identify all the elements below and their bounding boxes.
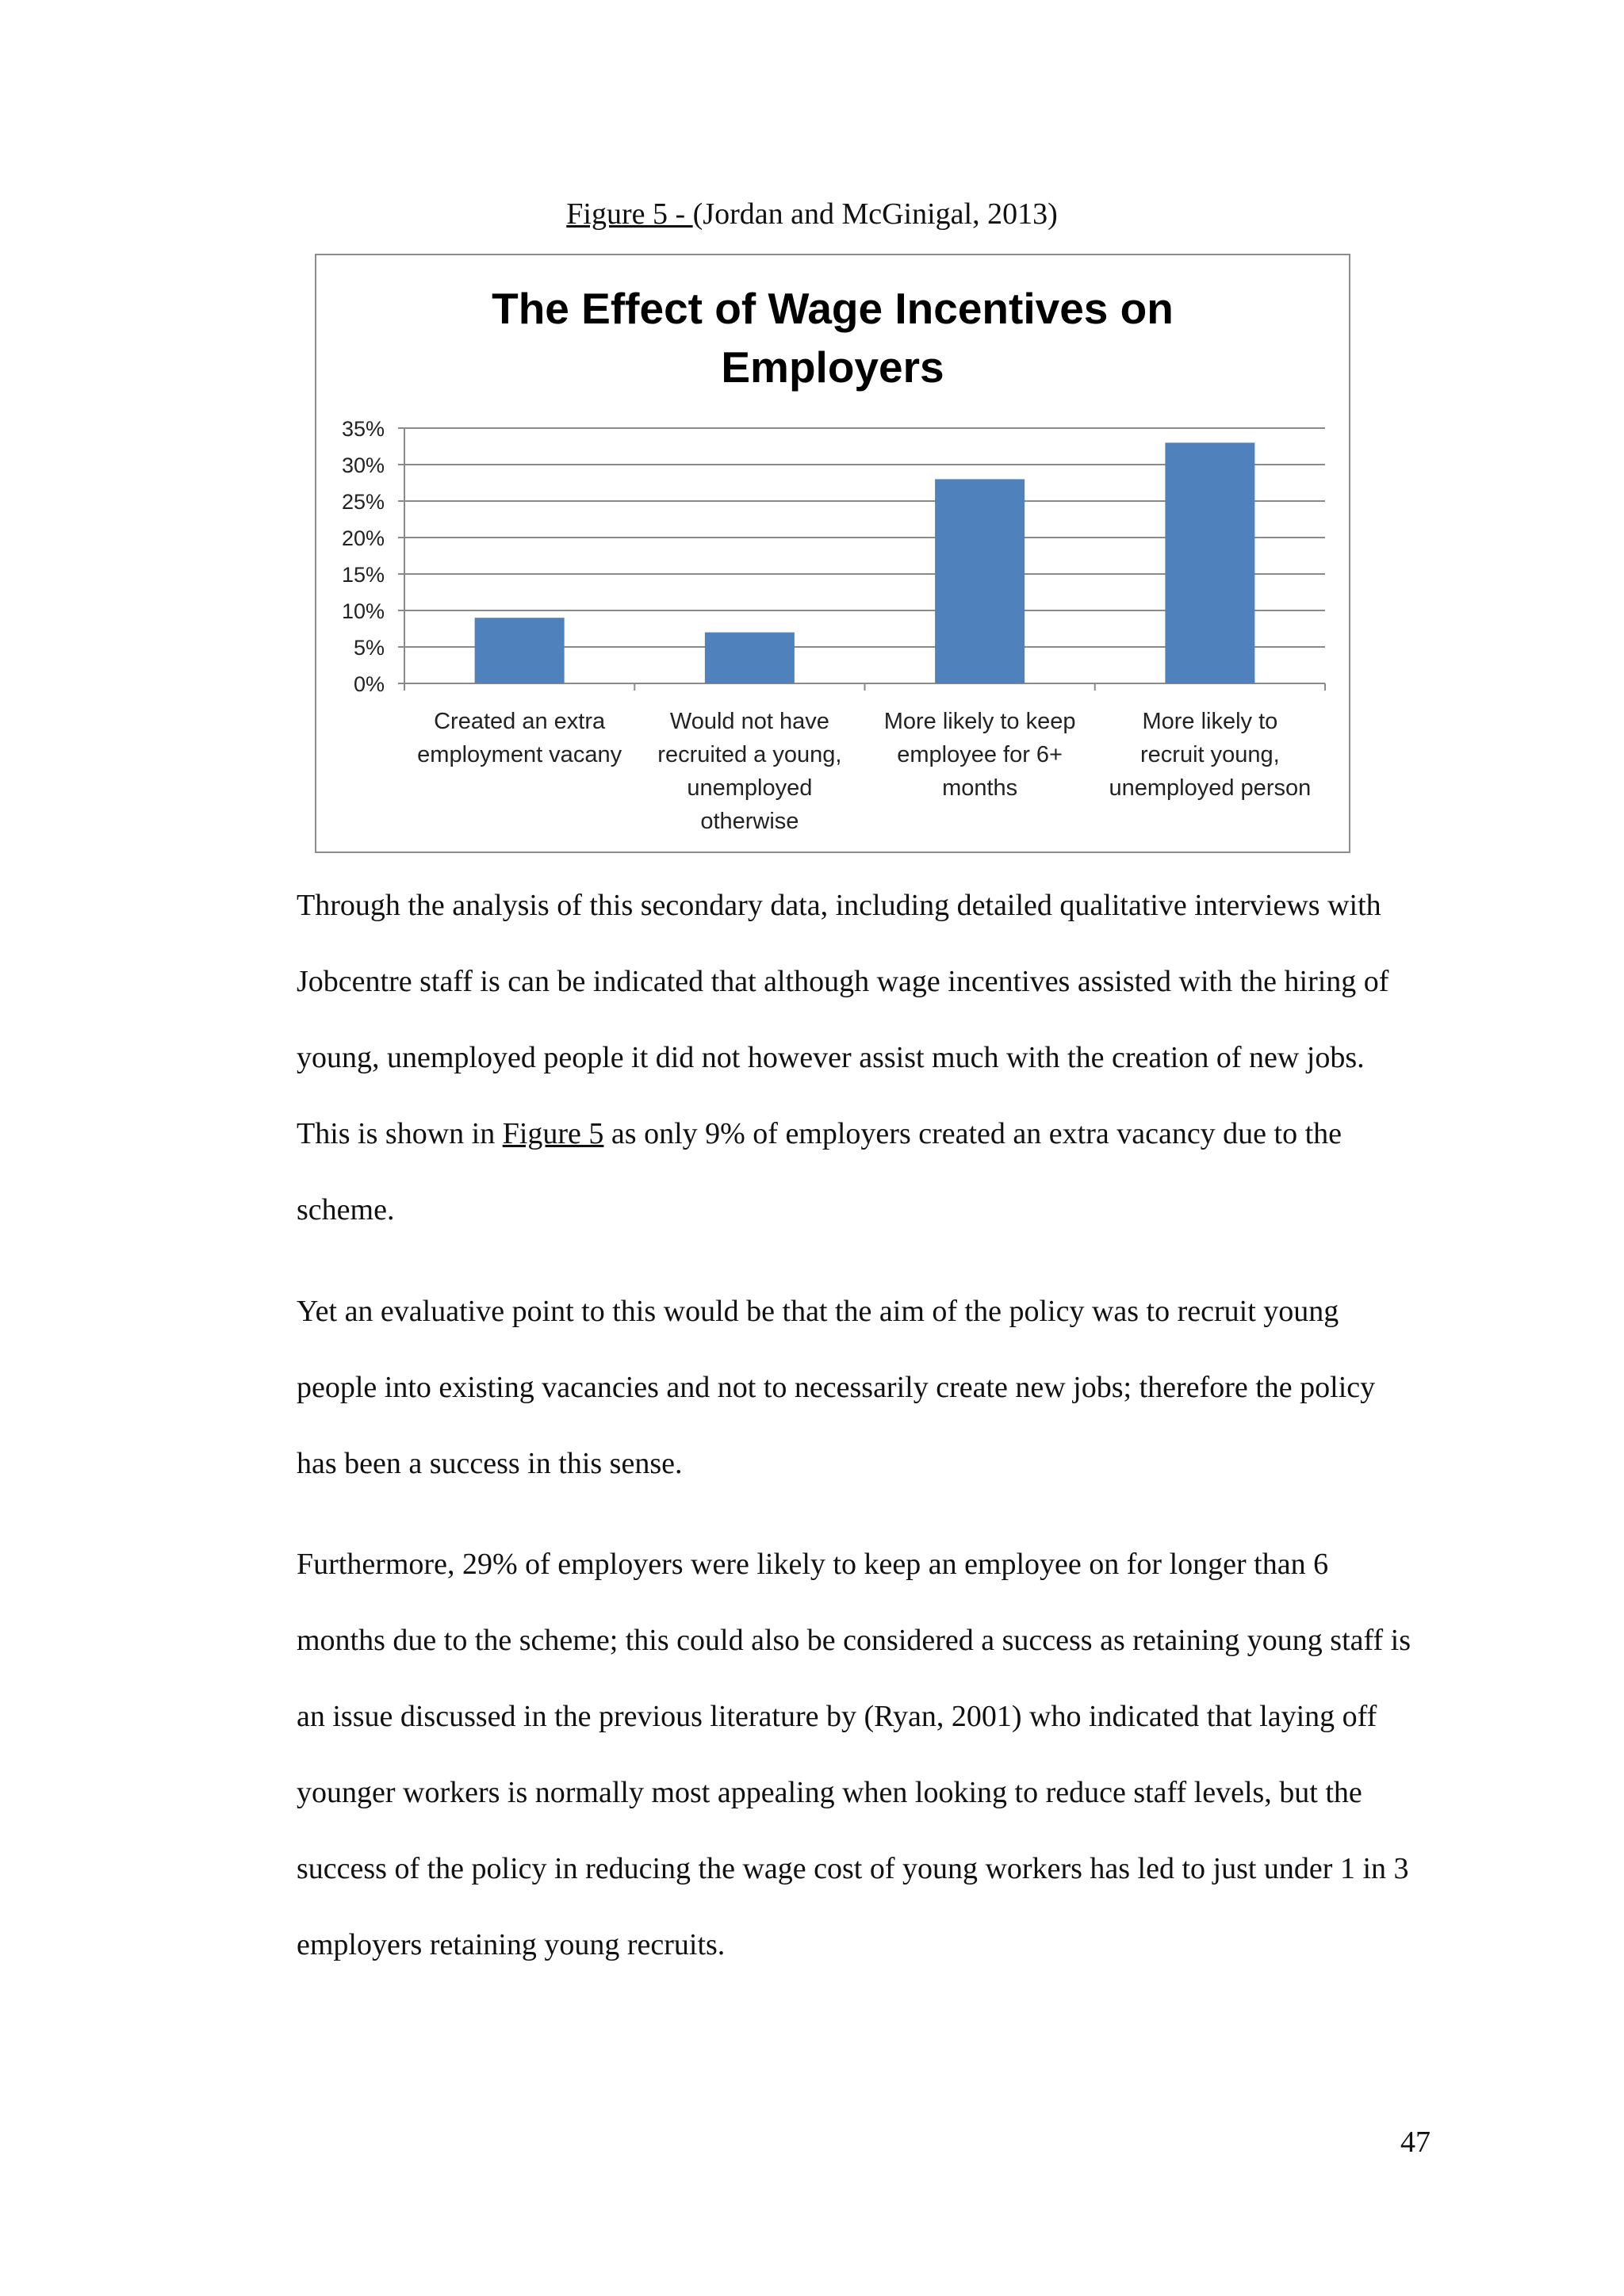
chart-container [315,254,1350,853]
chart-title-line-2: Employers [721,342,944,392]
paragraph-1 [297,867,1423,1248]
y-tick-label: 0% [353,672,385,696]
x-category-label: recruited a young, [657,742,842,767]
x-category-label: months [942,775,1018,801]
x-category-label: recruit young, [1140,742,1280,767]
paragraph-1-text-a: Through the analysis of this secondary data, including detailed qualitative interviews with Jobcentre staff is can be indicated that although wage incentives assisted with the hiring of young, unemployed people it did not however assist much with the creation of new jobs. This is shown in [297,889,1389,1150]
x-category-label: unemployed [687,775,813,801]
figure-source: (Jordan and McGinigal, 2013) [692,197,1058,231]
x-category-label: unemployed person [1109,775,1312,801]
paragraph-2: Yet an evaluative point to this would be that the aim of the policy was to recruit young people into existing vacancies and not to necessarily create new jobs; therefore the policy has been a success in this sense. [297,1295,1376,1480]
bar [705,633,795,683]
y-tick-label: 30% [341,453,385,477]
x-category-label: More likely to [1142,709,1278,734]
paragraph-1-text-b: as only 9% of employers created an extra vacancy due to the scheme. [297,1117,1342,1226]
bar [1165,442,1254,683]
bar-chart [316,255,1349,851]
x-category-label: employment vacany [417,742,622,767]
x-category-label: Would not have [669,709,829,734]
y-tick-label: 35% [341,417,385,441]
chart-title-line-1: The Effect of Wage Incentives on [492,284,1174,333]
x-category-label: More likely to keep [883,709,1076,734]
y-tick-label: 10% [341,599,385,623]
y-tick-label: 25% [341,490,385,514]
y-tick-label: 15% [341,563,385,587]
bar [475,618,565,683]
y-tick-label: 5% [353,636,385,660]
bar [935,479,1025,683]
x-category-label: otherwise [700,809,799,834]
y-tick-label: 20% [341,526,385,550]
x-category-label: employee for 6+ [897,742,1063,767]
x-category-label: Created an extra [434,709,606,734]
figure-5-reference: Figure 5 [502,1117,604,1150]
figure-label: Figure 5 - [566,197,693,231]
paragraph-3: Furthermore, 29% of employers were likely to keep an employee on for longer than 6 months due to the scheme; this could also be considered a success as retaining young staff is an issue discussed in the previous literature by (Ryan, 2001) who indicated that laying off younger workers is normally most appealing when looking to reduce staff levels, but the success of the policy in reducing the wage cost of young workers has led to just under 1 in 3 employers retaining young recruits. [297,1548,1411,1961]
page-number: 47 [1400,2126,1431,2159]
figure-caption [0,197,1624,232]
